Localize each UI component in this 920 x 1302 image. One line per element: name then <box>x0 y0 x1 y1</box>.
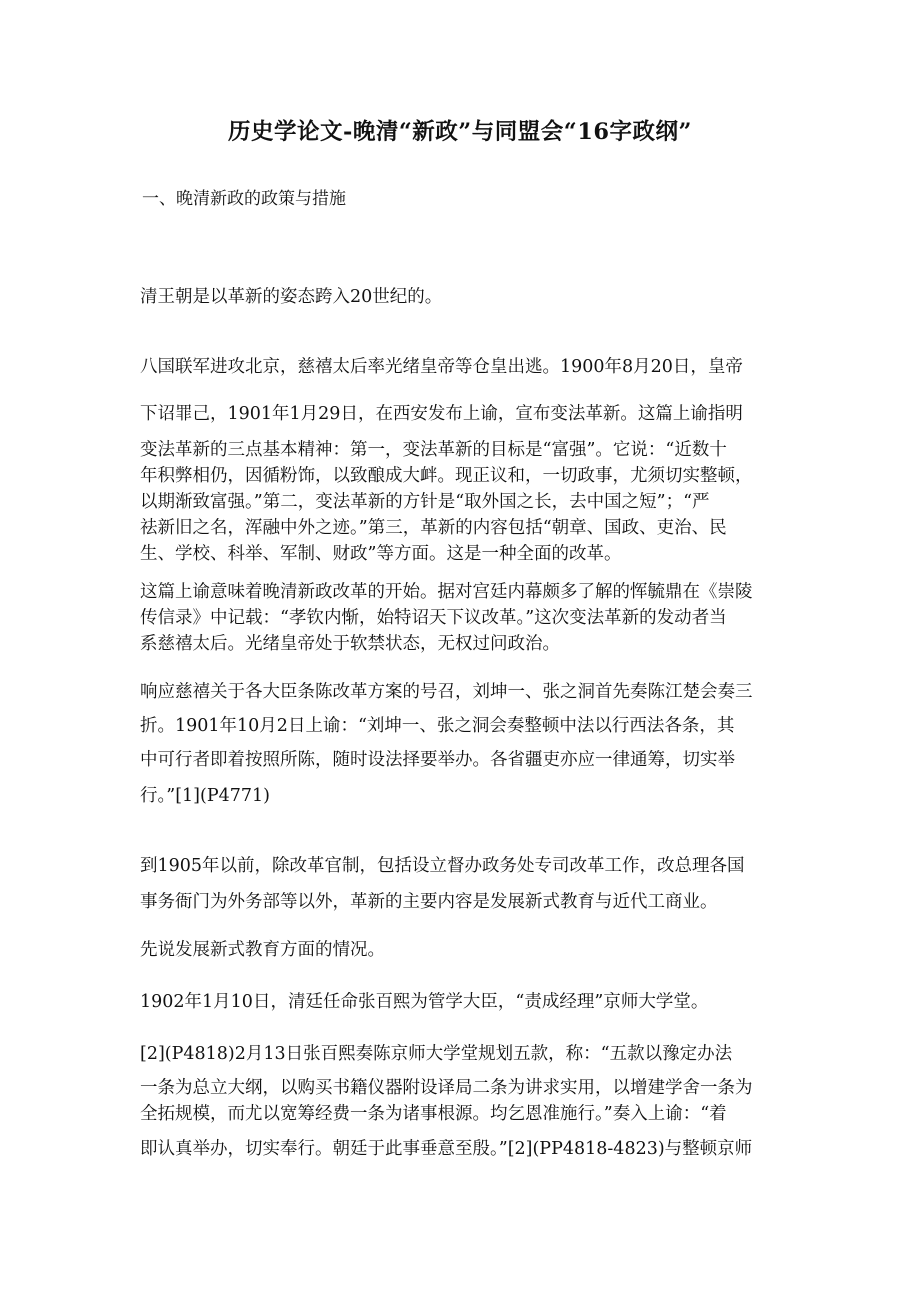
text-line: [2](P4818)2月13日张百熙奏陈京师大学堂规划五款，称：“五款以豫定办法 <box>140 1044 733 1064</box>
text-line: 行。”[1](P4771) <box>140 786 270 806</box>
document-title: 历史学论文-晚清“新政”与同盟会“16字政纲” <box>228 119 692 145</box>
text-line: 变法革新的三点基本精神：第一，变法革新的目标是“富强”。它说：“近数十 <box>140 440 727 460</box>
text-line: 事务衙门为外务部等以外，革新的主要内容是发展新式教育与近代工商业。 <box>140 892 718 912</box>
text-line: 这篇上谕意味着晚清新政改革的开始。据对宫廷内幕颇多了解的恽毓鼎在《崇陵 <box>140 582 753 602</box>
text-line: 传信录》中记载：“孝钦内惭，始特诏天下议改革。”这次变法革新的发动者当 <box>140 608 727 628</box>
text-line: 祛新旧之名，浑融中外之迹。”第三，革新的内容包括“朝章、国政、吏治、民 <box>140 518 727 538</box>
text-line: 一条为总立大纲，以购买书籍仪器附设译局二条为讲求实用，以增建学舍一条为 <box>140 1078 753 1098</box>
text-line: 清王朝是以革新的姿态跨入20世纪的。 <box>140 287 443 307</box>
text-line: 以期渐致富强。”第二，变法革新的方针是“取外国之长，去中国之短”；“严 <box>140 492 710 512</box>
text-line: 年积弊相仍，因循粉饰，以致酿成大衅。现正议和，一切政事，尤须切实整顿， <box>140 466 753 486</box>
text-line: 响应慈禧关于各大臣条陈改革方案的号召，刘坤一、张之洞首先奏陈江楚会奏三 <box>140 682 753 702</box>
text-line: 先说发展新式教育方面的情况。 <box>140 940 385 960</box>
text-line: 到1905年以前，除改革官制，包括设立督办政务处专司改革工作，改总理各国 <box>140 856 745 876</box>
text-line: 折。1901年10月2日上谕：“刘坤一、张之洞会奏整顿中法以行西法各条，其 <box>140 716 735 736</box>
text-line: 全拓规模，而尤以宽筹经费一条为诸事根源。均乞恩准施行。”奏入上谕：“着 <box>140 1104 727 1124</box>
text-line: 下诏罪己，1901年1月29日，在西安发布上谕，宣布变法革新。这篇上谕指明 <box>140 404 743 424</box>
text-line: 生、学校、科举、军制、财政”等方面。这是一种全面的改革。 <box>140 544 622 564</box>
section-heading: 一、晚清新政的政策与措施 <box>142 189 346 209</box>
text-line: 1902年1月10日，清廷任命张百熙为管学大臣，“责成经理”京师大学堂。 <box>140 992 709 1012</box>
text-line: 八国联军进攻北京，慈禧太后率光绪皇帝等仓皇出逃。1900年8月20日，皇帝 <box>140 357 743 377</box>
text-line: 中可行者即着按照所陈，随时设法择要举办。各省疆吏亦应一律通筹，切实举 <box>140 750 735 770</box>
text-line: 即认真举办，切实奉行。朝廷于此事垂意至殷。”[2](PP4818-4823)与整顿京师 <box>140 1139 753 1159</box>
text-line: 系慈禧太后。光绪皇帝处于软禁状态，无权过问政治。 <box>140 634 560 654</box>
